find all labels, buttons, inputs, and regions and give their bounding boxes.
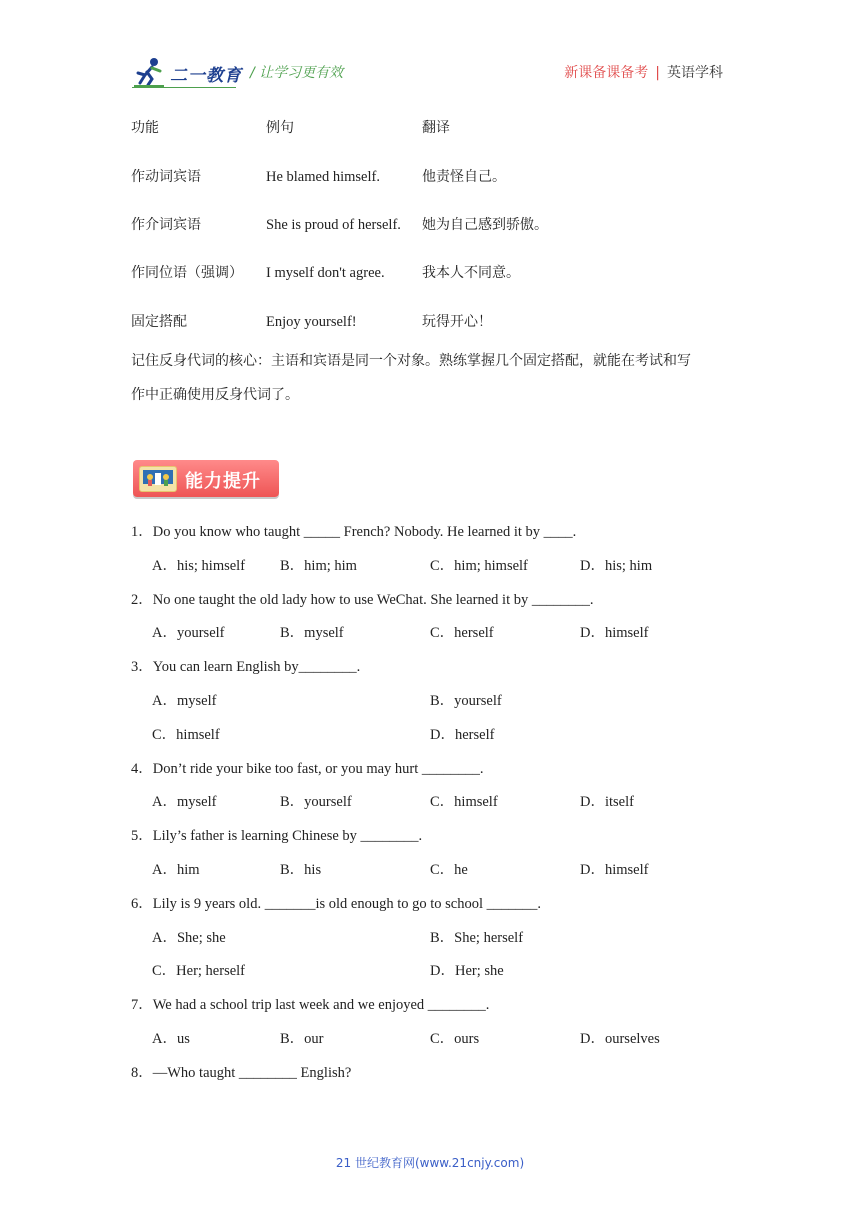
option-b[interactable]: B．myself — [280, 625, 344, 641]
question-stem: 8．—Who taught ________ English? — [131, 1065, 352, 1081]
question-stem: 6．Lily is 9 years old. _______is old enough to go to school _______. — [131, 896, 542, 912]
option-c[interactable]: C．he — [430, 862, 468, 878]
table-cell: I myself don't agree. — [266, 265, 385, 281]
option-a[interactable]: A．myself — [152, 693, 217, 709]
classroom-icon — [139, 466, 177, 492]
header-separator: | — [655, 65, 660, 81]
table-cell: Enjoy yourself! — [266, 314, 357, 330]
option-b[interactable]: B．his — [280, 862, 322, 878]
course-title: 新课备课备考 — [564, 65, 649, 81]
page-footer[interactable]: 21 世纪教育网(www.21cnjy.com) — [335, 1156, 525, 1170]
option-c[interactable]: C．him; himself — [430, 558, 528, 574]
table-header-example: 例句 — [266, 120, 294, 136]
question-stem: 2．No one taught the old lady how to use WeChat. She learned it by ________. — [131, 592, 594, 608]
table-cell: 固定搭配 — [131, 314, 187, 330]
option-b[interactable]: B．She; herself — [430, 930, 524, 946]
option-d[interactable]: D．herself — [430, 727, 495, 743]
option-a[interactable]: A．myself — [152, 794, 217, 810]
option-a[interactable]: A．She; she — [152, 930, 226, 946]
table-cell: 他责怪自己。 — [422, 169, 506, 185]
summary-line: 记住反身代词的核心：主语和宾语是同一个对象。熟练掌握几个固定搭配，就能在考试和写 — [131, 353, 691, 369]
option-d[interactable]: D．his; him — [580, 558, 653, 574]
summary-line: 作中正确使用反身代词了。 — [131, 387, 299, 403]
option-c[interactable]: C．himself — [430, 794, 498, 810]
table-header-translation: 翻译 — [422, 120, 450, 136]
option-d[interactable]: D．ourselves — [580, 1031, 660, 1047]
option-d[interactable]: D．Her; she — [430, 963, 504, 979]
option-c[interactable]: C．herself — [430, 625, 494, 641]
option-d[interactable]: D．itself — [580, 794, 634, 810]
runner-logo-icon — [132, 57, 166, 87]
option-a[interactable]: A．his; himself — [152, 558, 246, 574]
option-b[interactable]: B．him; him — [280, 558, 357, 574]
table-cell: 作动词宾语 — [131, 169, 201, 185]
brand-logo-text: 二一教育 — [170, 66, 242, 86]
table-cell: 作同位语（强调） — [131, 265, 243, 281]
header-right-title — [564, 62, 723, 82]
option-a[interactable]: A．him — [152, 862, 200, 878]
option-a[interactable]: A．us — [152, 1031, 190, 1047]
question-stem: 4．Don’t ride your bike too fast, or you may hurt ________. — [131, 761, 484, 777]
question-stem: 3．You can learn English by________. — [131, 659, 361, 675]
table-cell: He blamed himself. — [266, 169, 380, 185]
summary-paragraph — [131, 344, 731, 412]
header-underline — [132, 87, 236, 88]
table-cell: She is proud of herself. — [266, 217, 401, 233]
brand-slogan: / 让学习更有效 — [250, 65, 344, 81]
subject-label: 英语学科 — [667, 65, 723, 81]
table-cell: 玩得开心！ — [422, 314, 492, 330]
table-cell: 她为自己感到骄傲。 — [422, 217, 548, 233]
option-b[interactable]: B．our — [280, 1031, 324, 1047]
option-b[interactable]: B．yourself — [430, 693, 502, 709]
option-a[interactable]: A．yourself — [152, 625, 225, 641]
option-d[interactable]: D．himself — [580, 862, 649, 878]
option-c[interactable]: C．ours — [430, 1031, 480, 1047]
section-title: 能力提升 — [185, 471, 261, 492]
table-cell: 作介词宾语 — [131, 217, 201, 233]
question-stem: 5．Lily’s father is learning Chinese by ________. — [131, 828, 423, 844]
question-stem: 7．We had a school trip last week and we enjoyed ________. — [131, 997, 490, 1013]
option-d[interactable]: D．himself — [580, 625, 649, 641]
table-header-function: 功能 — [131, 120, 159, 136]
option-c[interactable]: C．himself — [152, 727, 220, 743]
question-stem: 1．Do you know who taught _____ French? Nobody. He learned it by ____. — [131, 524, 577, 540]
table-cell: 我本人不同意。 — [422, 265, 520, 281]
option-b[interactable]: B．yourself — [280, 794, 352, 810]
option-c[interactable]: C．Her; herself — [152, 963, 246, 979]
